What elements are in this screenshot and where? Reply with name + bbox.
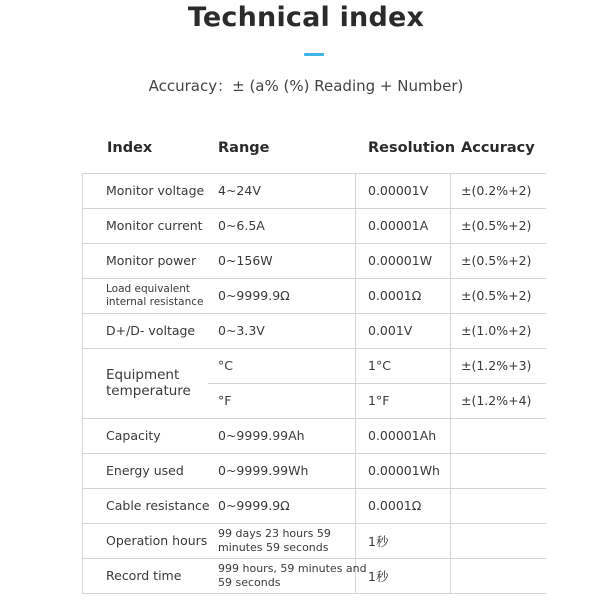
cell-resolution: 0.00001V xyxy=(368,183,429,198)
cell-accuracy: ±(0.5%+2) xyxy=(461,218,532,233)
cell-range: 0~156W xyxy=(218,253,273,268)
cell-range: 0~9999.99Ah xyxy=(218,428,305,443)
cell-range: 0~9999.99Wh xyxy=(218,463,309,478)
cell-range: °F xyxy=(218,393,232,408)
cell-accuracy: ±(0.5%+2) xyxy=(461,288,532,303)
cell-accuracy: ±(0.5%+2) xyxy=(461,253,532,268)
cell-index: D+/D- voltage xyxy=(106,323,196,338)
cell-accuracy xyxy=(461,453,546,488)
cell-index: Monitor current xyxy=(106,218,203,233)
cell-resolution: 1°C xyxy=(368,358,391,373)
cell-index: Load equivalent internal resistance xyxy=(106,282,204,308)
cell-resolution: 0.00001A xyxy=(368,218,429,233)
cell-resolution: 0.0001Ω xyxy=(368,498,422,513)
cell-resolution: 0.00001Wh xyxy=(368,463,440,478)
cell-index: Operation hours xyxy=(106,533,208,548)
cell-resolution: 0.00001Ah xyxy=(368,428,437,443)
column-divider xyxy=(82,173,83,593)
spec-table xyxy=(100,128,546,608)
cell-resolution: 0.001V xyxy=(368,323,413,338)
cell-range: °C xyxy=(218,358,233,373)
cell-resolution: 1°F xyxy=(368,393,390,408)
cell-range: 0~6.5A xyxy=(218,218,265,233)
cell-range: 0~9999.9Ω xyxy=(218,288,290,303)
cell-index: Monitor power xyxy=(106,253,197,268)
cell-accuracy: ±(0.2%+2) xyxy=(461,183,532,198)
cell-index: Energy used xyxy=(106,463,184,478)
cell-index: Equipment temperature xyxy=(106,367,191,399)
cell-index: Monitor voltage xyxy=(106,183,205,198)
header-range: Range xyxy=(218,140,270,156)
cell-range: 0~3.3V xyxy=(218,323,265,338)
cell-accuracy xyxy=(461,418,546,453)
cell-accuracy: ±(1.2%+4) xyxy=(461,393,532,408)
cell-range: 0~9999.9Ω xyxy=(218,498,290,513)
cell-accuracy: ±(1.0%+2) xyxy=(461,323,532,338)
row-divider xyxy=(82,593,546,594)
cell-resolution: 1秒 xyxy=(368,533,389,549)
cell-range: 4~24V xyxy=(218,183,261,198)
cell-resolution: 0.0001Ω xyxy=(368,288,422,303)
cell-accuracy: ±(1.2%+3) xyxy=(461,358,532,373)
cell-range: 999 hours, 59 minutes and 59 seconds xyxy=(218,561,367,589)
cell-resolution: 0.00001W xyxy=(368,253,433,268)
header-accuracy: Accuracy xyxy=(461,140,535,156)
cell-accuracy xyxy=(461,488,546,523)
cell-accuracy xyxy=(461,523,546,558)
cell-index: Capacity xyxy=(106,428,161,443)
header-index: Index xyxy=(107,140,153,156)
page-title: Technical index xyxy=(187,2,425,33)
title-accent-bar xyxy=(304,53,324,56)
cell-accuracy xyxy=(461,558,546,593)
header-resolution: Resolution xyxy=(368,140,456,156)
cell-resolution: 1秒 xyxy=(368,568,389,584)
accuracy-formula: Accuracy：± (a% (%) Reading + Number) xyxy=(148,77,464,95)
cell-index: Cable resistance xyxy=(106,498,210,513)
cell-index: Record time xyxy=(106,568,182,583)
cell-range: 99 days 23 hours 59 minutes 59 seconds xyxy=(218,526,331,554)
